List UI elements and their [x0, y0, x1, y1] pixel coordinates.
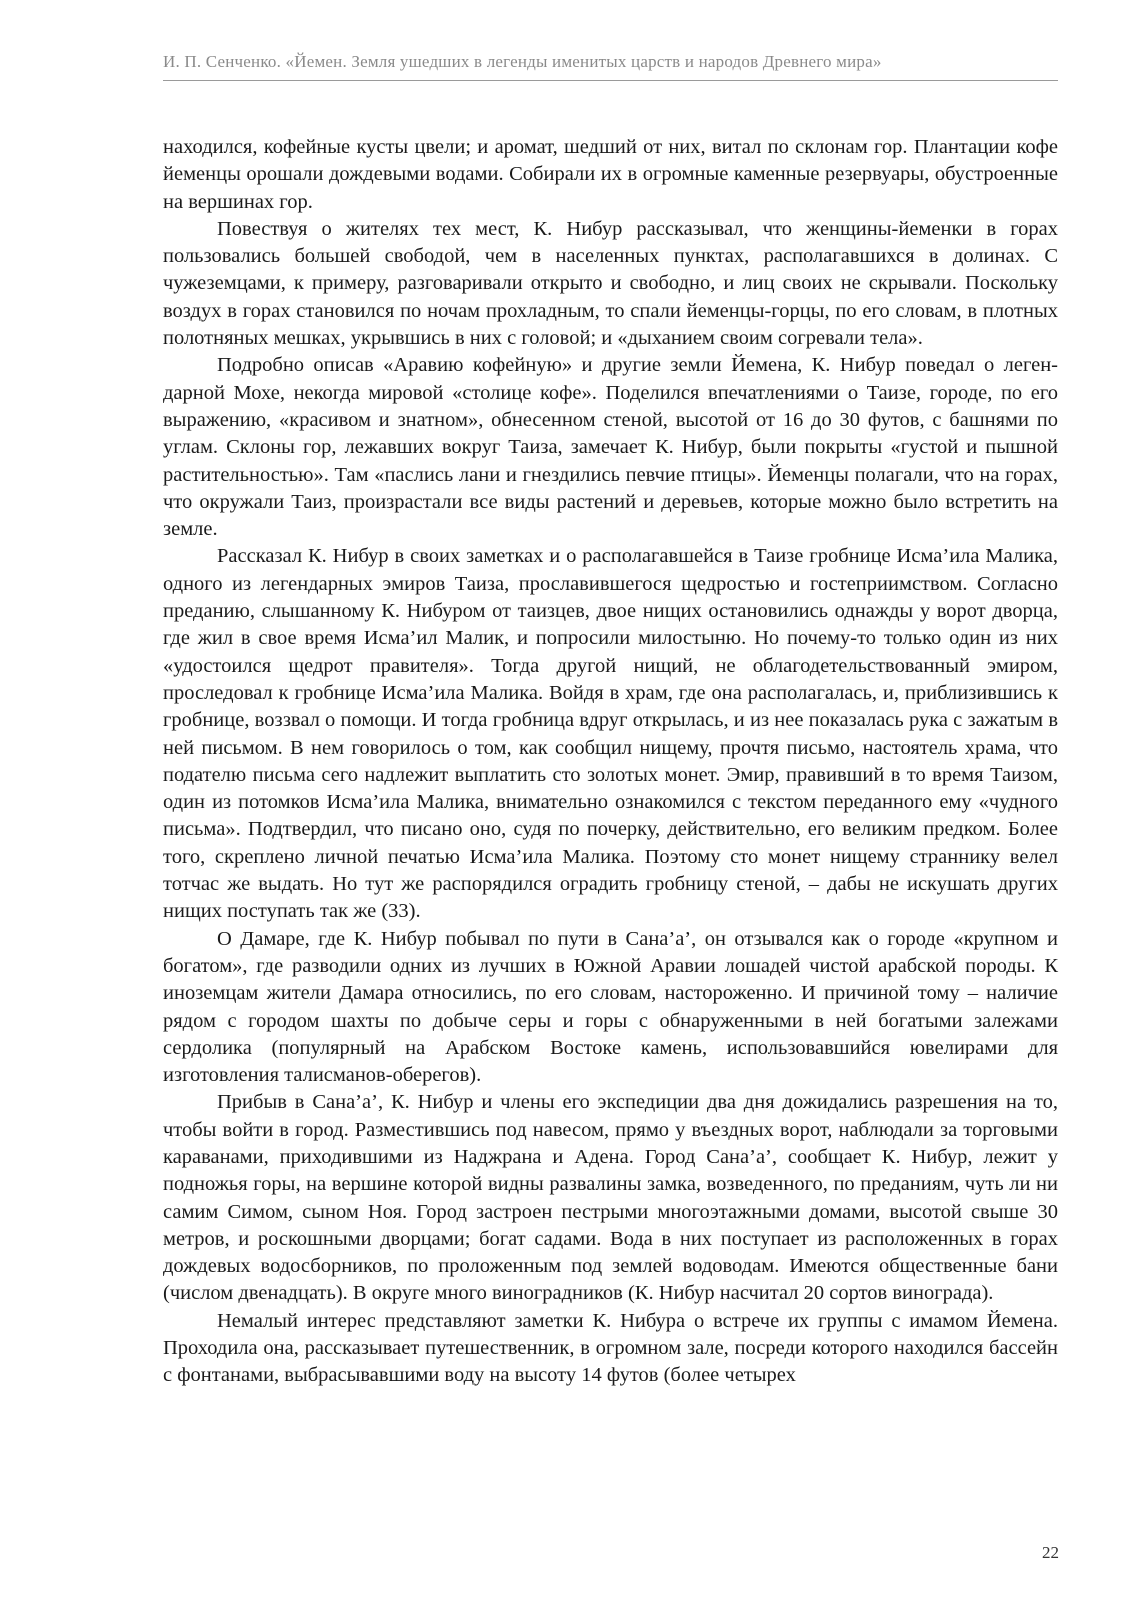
paragraph: О Дамаре, где К. Нибур побывал по пути в Сана’а’, он отзывался как о городе «крупном и богатом», где разводили одних из лучших в Южной Аравии лошадей чистой арабской породы. К иноземцам жители Дамара относились, по его словам, настороженно. И причиной тому – наличие рядом с городом шахты по добыче серы и горы с обнаруженными в ней богатыми залежами сердолика (популярный на Арабском Востоке камень, использовавшийся ювелирами для изготовления талисманов-оберегов). [163, 927, 1058, 1087]
header-divider [163, 80, 1058, 81]
paragraph: Рассказал К. Нибур в своих заметках и о располагавшейся в Таизе гробнице Исма’ила Малика, одного из легендарных эмиров Таиза, прославившегося щедростью и гостеприимством. Согласно преданию, слышанному К. Нибуром от таизцев, двое нищих остановились однажды у ворот дворца, где жил в свое время Исма’ил Малик, и попросили милостыню. Но почему-то только один из них «удостоился щедрот правителя». Тогда другой нищий, не облагодетельствованный эмиром, проследовал к гробнице Исма’ила Малика. Войдя в храм, где она располагалась, и, приблизившись к гробнице, воззвал о помощи. И тогда гробница вдруг открылась, и из нее показалась рука с зажатым в ней письмом. В нем говорилось о том, как сообщил нищему, прочтя письмо, настоятель храма, что подателю письма сего надлежит выплатить сто золотых монет. Эмир, правивший в то время Таизом, один из потомков Исма’ила Малика, внимательно ознакомился с текстом переданного ему «чудного письма». Подтвердил, что писано оно, судя по почерку, действительно, его великим предком. Более того, скреплено личной печатью Исма’ила Малика. Поэтому сто монет нищему страннику велел тотчас же выдать. Но тут же распорядился оградить гробницу стеной, – дабы не искушать других нищих поступать так же (33). [163, 545, 1058, 923]
running-header: И. П. Сенченко. «Йемен. Земля ушедших в легенды именитых царств и народов Древнего мира» [163, 52, 882, 71]
paragraph-continued: находился, кофейные кусты цвели; и аромат, шедший от них, витал по склонам гор. Плантации кофе йеменцы орошали дождевыми водами. Собирали их в огромные каменные резервуары, обустроенные на вершинах гор. [163, 136, 1058, 213]
paragraph: Немалый интерес представляют заметки К. Нибура о встрече их группы с имамом Йемена. Проходила она, рассказывает путешественник, в огромном зале, посреди которого находился бассейн с фонтанами, выбрасывавшими воду на высоту 14 футов (более четырех [163, 1309, 1058, 1387]
paragraph: Прибыв в Сана’а’, К. Нибур и члены его экспедиции два дня дожидались разрешения на то, чтобы войти в город. Разместившись под навесом, прямо у въездных ворот, наблюдали за торговыми караванами, приходившими из Наджрана и Адена. Город Сана’а’, сообщает К. Нибур, лежит у подножья горы, на вершине которой видны развалины замка, возведенного, по преданиям, чуть ли ни самим Симом, сыном Ноя. Город застроен пестрыми многоэтажными домами, высотой свыше 30 метров, и роскошными дворцами; богат садами. Вода в них поступает из расположенных в горах дождевых водосборников, по проложенным под землей водоводам. Имеются общественные бани (числом двенадцать). В округе много виноградников (К. Нибур насчитал 20 сортов винограда). [163, 1091, 1058, 1305]
paragraph: Повествуя о жителях тех мест, К. Нибур рассказывал, что женщины-йеменки в горах пользовались большей свободой, чем в населенных пунктах, располагавшихся в долинах. С чужеземцами, к примеру, разговаривали открыто и свободно, и лиц своих не скрывали. Поскольку воздух в горах становился по ночам прохладным, то спали йеменцы-горцы, по его словам, в плотных полотняных мешках, укрывшись в них с головой; и «дыханием своим согревали тела». [163, 217, 1058, 350]
page-number: 22 [1042, 1543, 1059, 1562]
paragraph: Подробно описав «Аравию кофейную» и другие земли Йемена, К. Нибур поведал о легендарной Мохе, некогда мировой «столице кофе». Поделился впечатлениями о Таизе, городе, по его выражению, «красивом и знатном», обнесенном стеной, высотой от 16 до 30 футов, с башнями по углам. Склоны гор, лежавших вокруг Таиза, замечает К. Нибур, были покрыты «густой и пышной растительностью». Там «паслись лани и гнездились певчие птицы». Йеменцы полагали, что на горах, что окружали Таиз, произрастали все виды растений и деревьев, которые можно было встретить на земле. [163, 354, 1058, 541]
body-text [163, 134, 1058, 1390]
